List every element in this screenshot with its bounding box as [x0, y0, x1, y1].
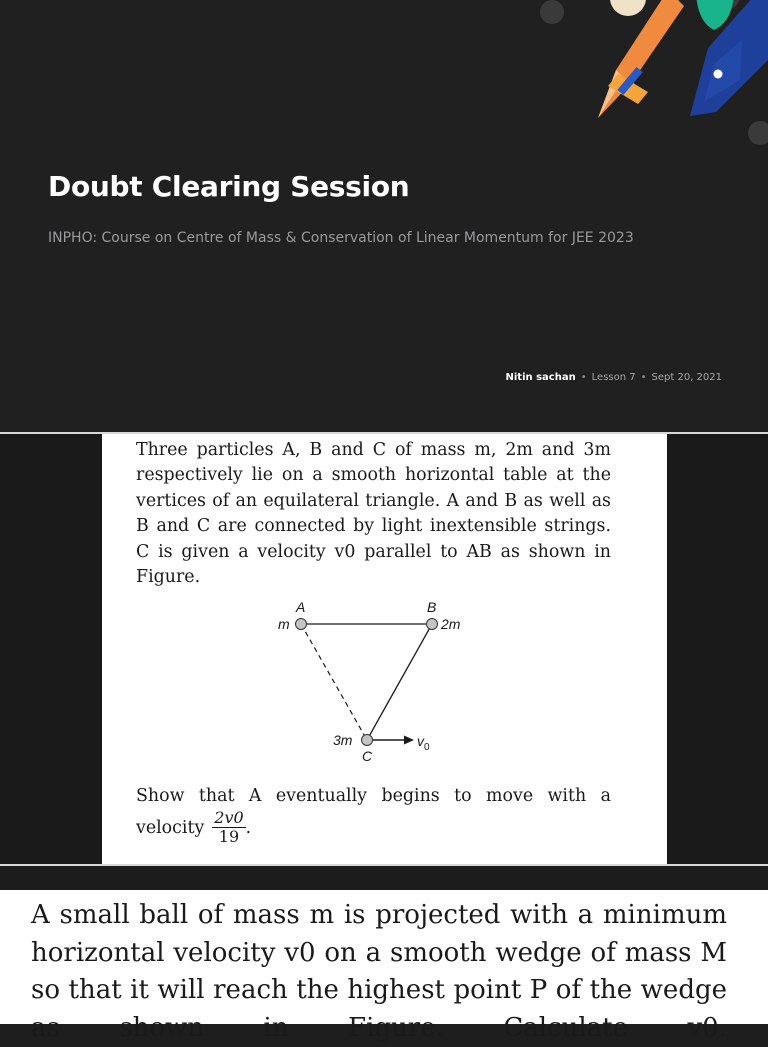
decor-circle-beige [610, 0, 646, 16]
author-name: Nitin sachan [505, 372, 576, 383]
particle-A [296, 619, 307, 630]
label-A: A [296, 599, 306, 615]
problem2-text: A small ball of mass m is projected with a minimum horizontal velocity v0 on a smooth wedge of mass M so that it will reach the highest point P of the wedge as shown in Figure. Calculate v0. [31, 900, 727, 1043]
particle-B [427, 619, 438, 630]
lesson-number: Lesson 7 [591, 372, 636, 383]
meta-separator: • [580, 372, 587, 383]
mass-B: 2m [441, 616, 461, 632]
course-subtitle: INPHO: Course on Centre of Mass & Conservation of Linear Momentum for JEE 2023 [48, 230, 634, 246]
decor-circle-right [748, 121, 768, 145]
dashed-AC [301, 624, 367, 740]
velocity-result [136, 809, 251, 846]
mass-C: 3m [333, 732, 353, 748]
stationery-decoration [528, 0, 768, 160]
velocity-subscript: 0 [424, 742, 430, 753]
mass-A: m [278, 616, 290, 632]
velocity-fraction [212, 809, 245, 846]
arrowhead-icon [404, 736, 414, 745]
slide-title: Doubt Clearing Session [48, 170, 410, 203]
lesson-date: Sept 20, 2021 [651, 372, 722, 383]
meta-separator: • [640, 372, 647, 383]
label-C: C [362, 748, 373, 764]
velocity-label: $v_0$ [417, 733, 430, 753]
fraction-denominator: 19 [218, 827, 240, 846]
velocity-word: velocity [136, 817, 205, 838]
fraction-numerator: 2v0 [214, 808, 244, 827]
problem1-page [102, 434, 667, 864]
problem-gap [0, 866, 768, 890]
label-B: B [427, 599, 437, 615]
particle-C [362, 735, 373, 746]
decor-circle-small [540, 0, 564, 24]
problem1-text: Three particles A, B and C of mass m, 2m and 3m respectively lie on a smooth horizontal table at the vertices of an equilateral triangle. A and B as well as B and C are connected by light inextensible strings. C is given a velocity v0 parallel to AB as shown in Figure. [136, 440, 611, 588]
nib-hole [714, 70, 723, 79]
lesson-meta [506, 372, 723, 383]
title-slide [0, 0, 768, 432]
string-BC [367, 624, 432, 740]
triangle-diagram [274, 598, 474, 768]
end-punctuation: . [245, 817, 252, 838]
problem2-page [0, 890, 768, 1043]
problem1-conclusion: Show that A eventually begins to move with a [136, 786, 611, 806]
